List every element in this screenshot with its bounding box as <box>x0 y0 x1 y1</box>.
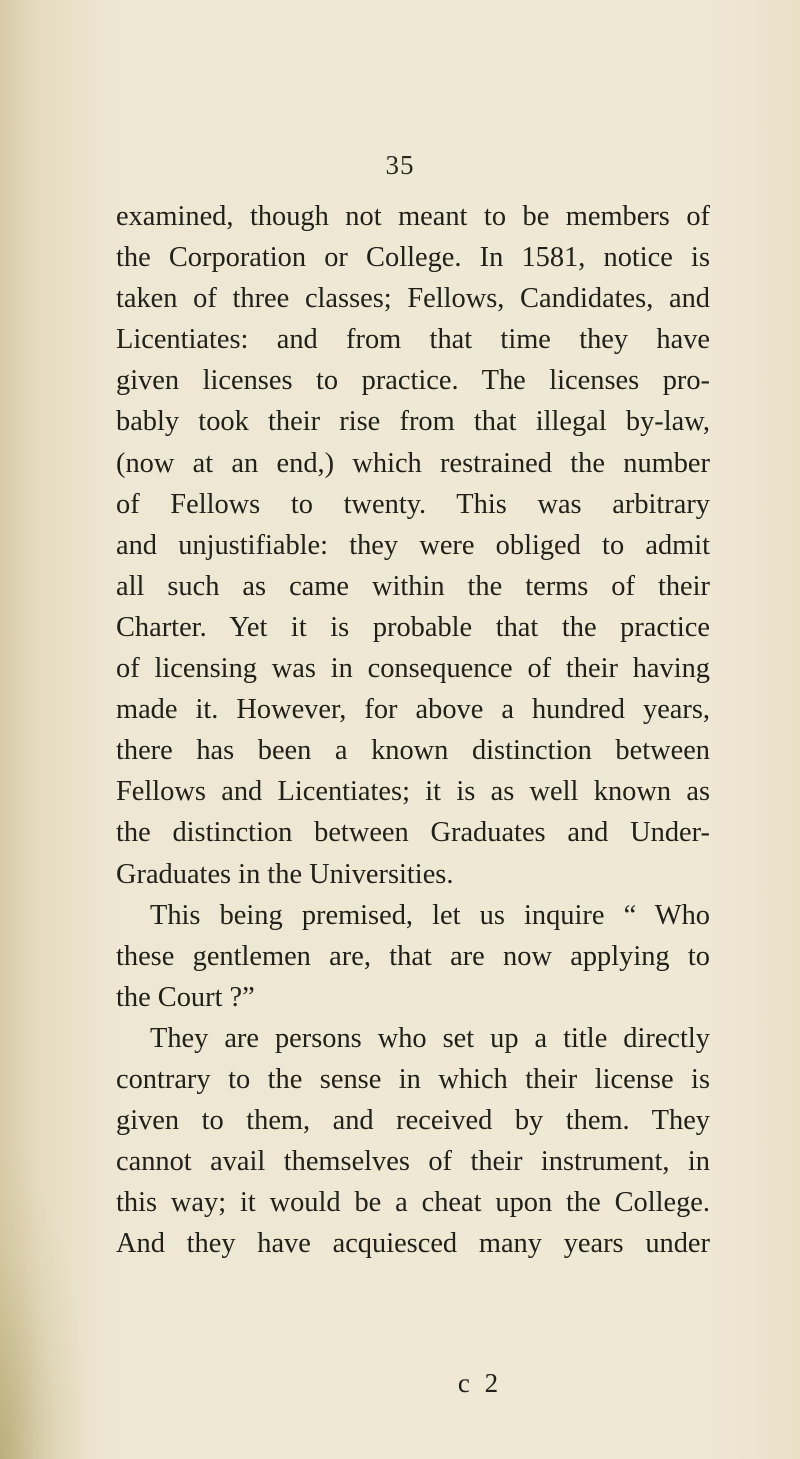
text-line: this way; it would be a cheat upon the College. <box>116 1187 710 1219</box>
text-line: And they have acquiesced many years under <box>116 1228 710 1260</box>
text-line: taken of three classes; Fellows, Candidates, and <box>116 283 710 315</box>
text-line: the distinction between Graduates and Under- <box>116 817 710 849</box>
text-line: They are persons who set up a title directly <box>150 1022 710 1054</box>
text-line: of Fellows to twenty. This was arbitrary <box>116 488 710 520</box>
text-line: bably took their rise from that illegal by-law, <box>116 406 710 438</box>
text-line: the Court ?” <box>116 981 255 1013</box>
text-line: Licentiates: and from that time they have <box>116 324 710 356</box>
text-line: and unjustifiable: they were obliged to admit <box>116 529 710 561</box>
text-line: these gentlemen are, that are now applying to <box>116 940 710 972</box>
signature-mark: c 2 <box>457 1368 503 1398</box>
text-line: examined, though not meant to be members of <box>116 201 710 232</box>
text-line: given to them, and received by them. They <box>116 1105 710 1137</box>
page-stain <box>0 1139 90 1459</box>
text-line: Fellows and Licentiates; it is as well known as <box>116 776 710 808</box>
text-line: the Corporation or College. In 1581, notice is <box>116 242 710 274</box>
text-line: cannot avail themselves of their instrument, in <box>116 1146 710 1178</box>
text-line: This being premised, let us inquire “ Who <box>150 899 710 931</box>
text-line: Charter. Yet it is probable that the practice <box>116 611 710 643</box>
text-line: of licensing was in consequence of their having <box>116 653 710 685</box>
page-number: 35 <box>385 150 415 180</box>
text-line: made it. However, for above a hundred years, <box>116 694 710 726</box>
text-line: there has been a known distinction between <box>116 735 710 767</box>
text-line: (now at an end,) which restrained the number <box>116 447 710 479</box>
text-line: given licenses to practice. The licenses pro- <box>116 365 710 397</box>
text-line: all such as came within the terms of their <box>116 570 710 602</box>
text-line: contrary to the sense in which their license is <box>116 1063 710 1095</box>
body-text <box>116 196 710 1264</box>
text-line: Graduates in the Universities. <box>116 858 454 890</box>
